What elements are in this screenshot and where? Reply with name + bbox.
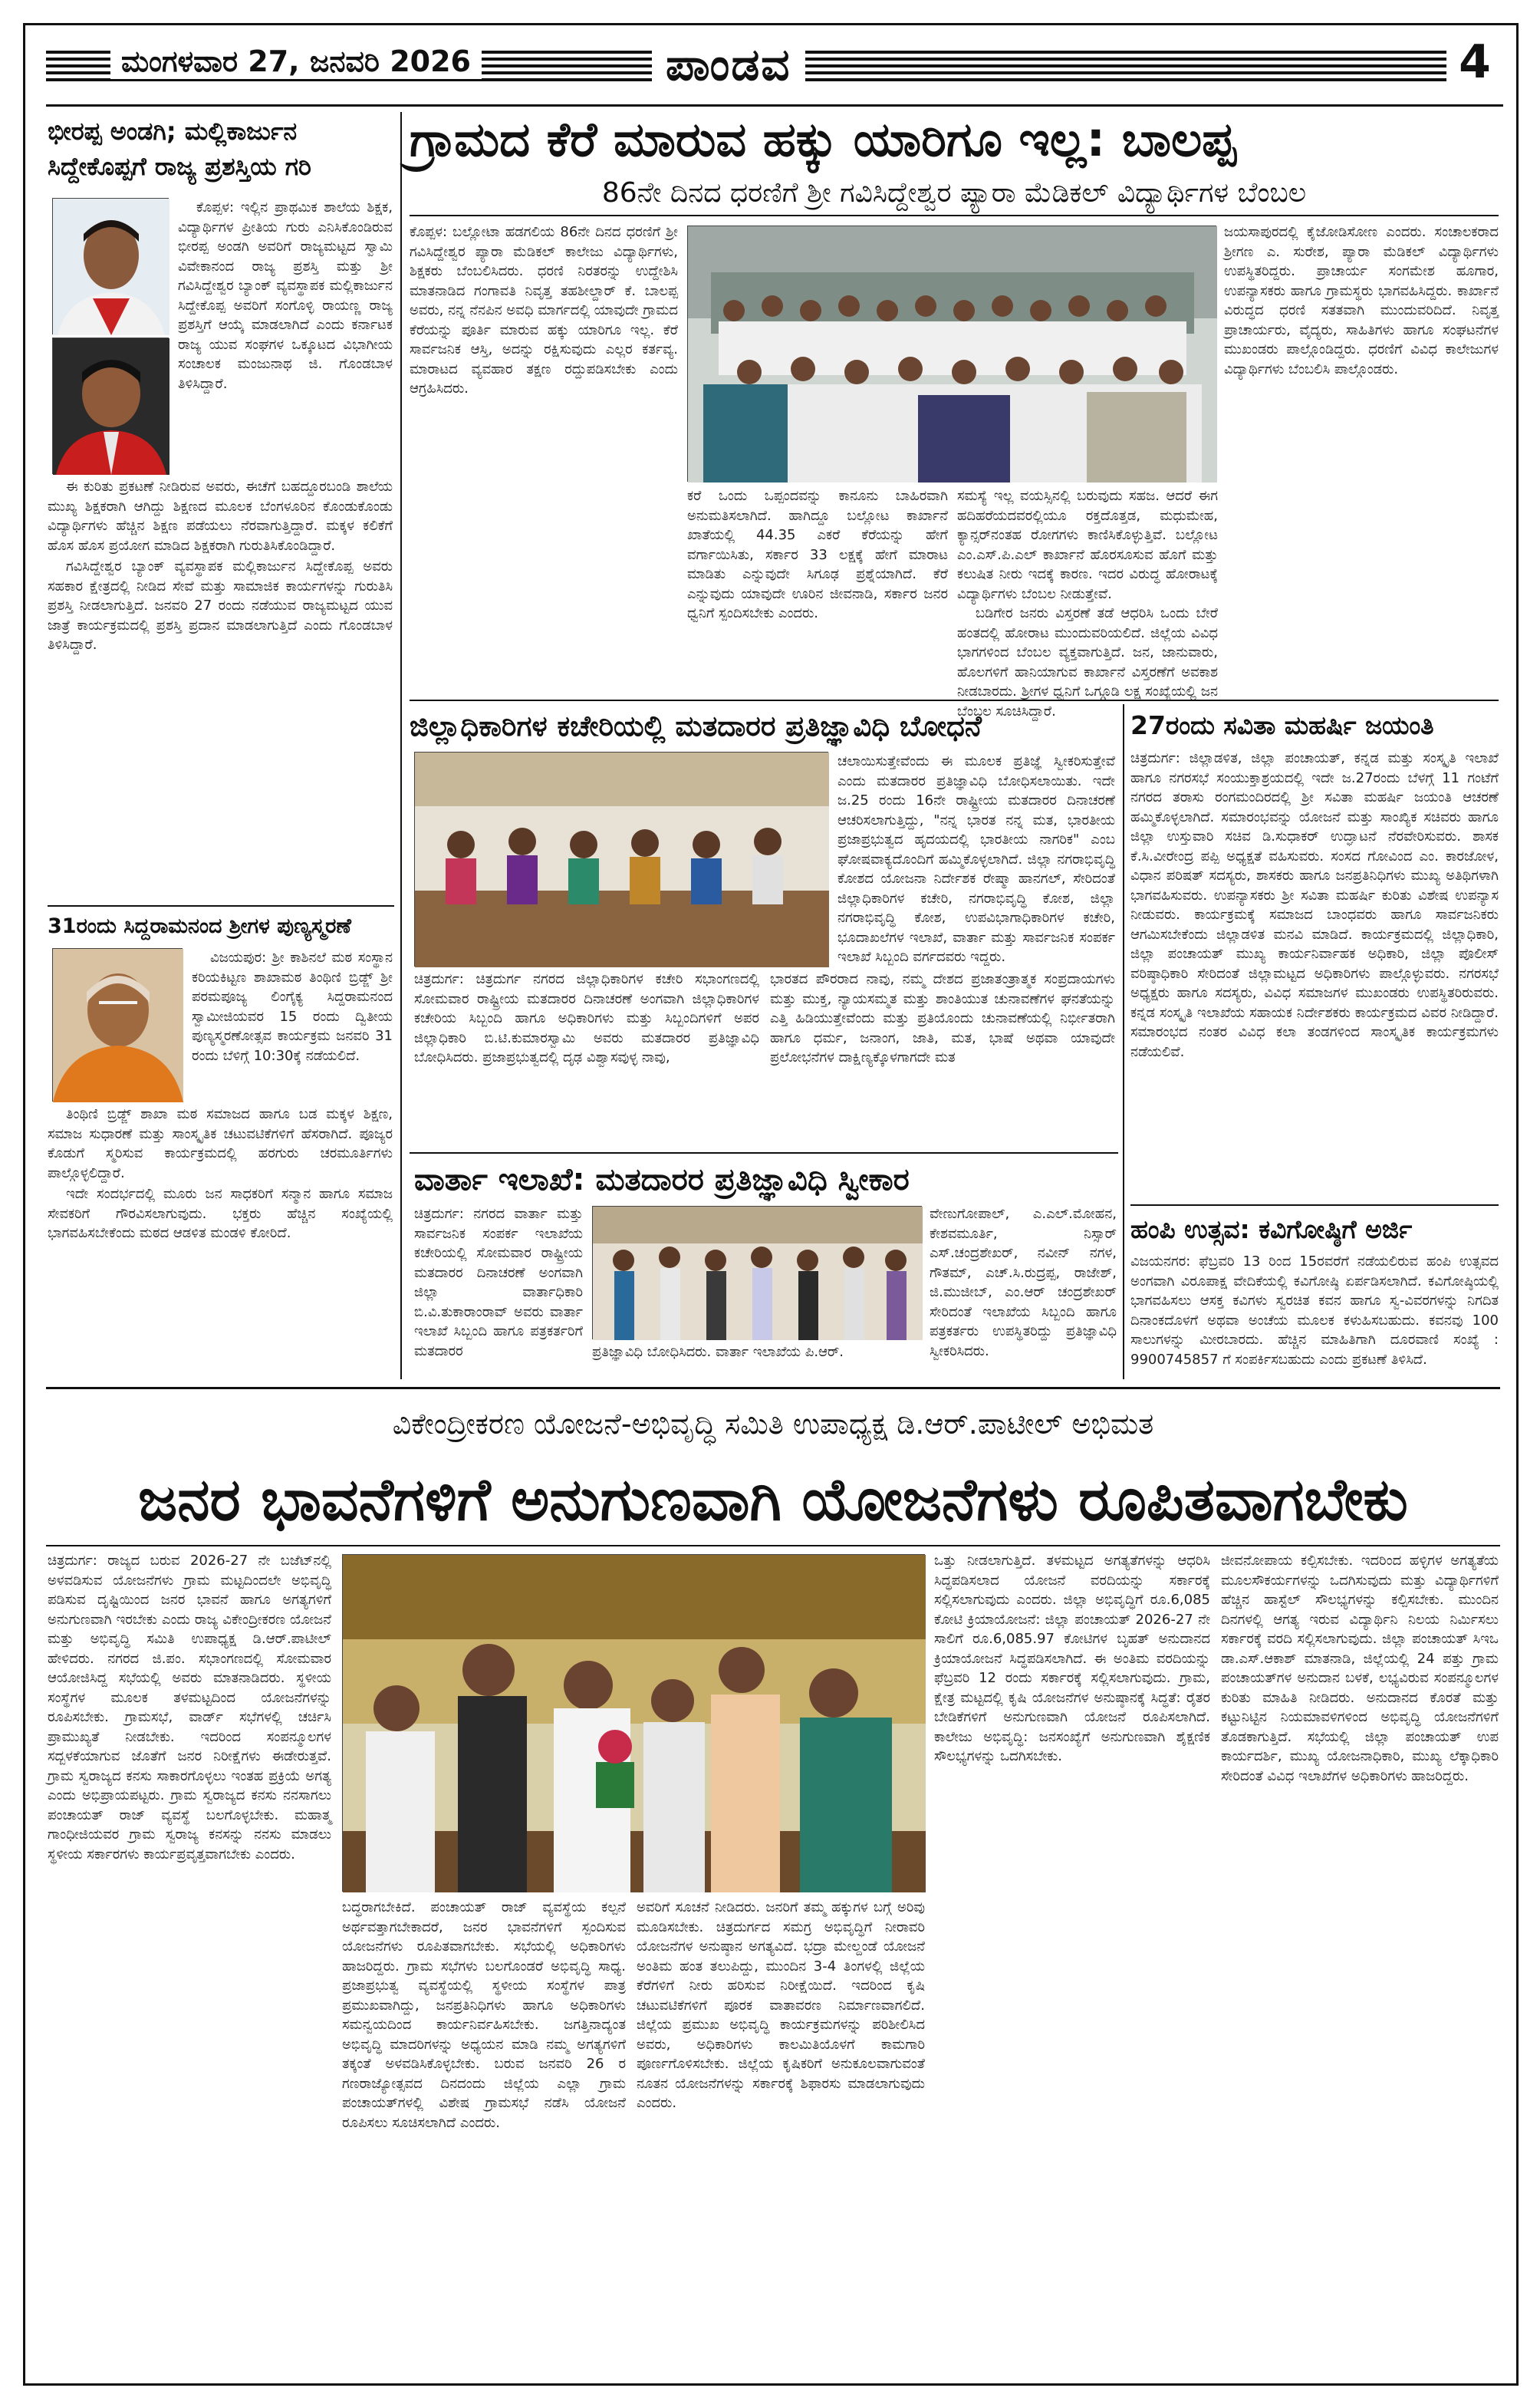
portrait-photo-1: [52, 198, 169, 334]
info-story-mid: ಪ್ರತಿಜ್ಞಾವಿಧಿ ಬೋಧಿಸಿದರು. ವಾರ್ತಾ ಇಲಾಖೆಯ ಪಿ.ಆರ್.: [592, 1344, 844, 1360]
lead-col1: ಚಿತ್ರದುರ್ಗ: ರಾಜ್ಯದ ಬರುವ 2026-27 ನೇ ಬಜೆಟ್‌ನಲ್ಲಿ ಅಳವಡಿಸುವ ಯೋಜನೆಗಳು ಗ್ರಾಮ ಮಟ್ಟದಿಂದಲೇ ಅಭಿವೃದ್ಧಿ ಪಡಿಸುವ ದೃಷ್ಟಿಯಿಂದ ಜನರ ಭಾವನೆ ಹಾಗೂ ಅಗತ್ಯಗಳಿಗೆ ಅನುಗುಣವಾಗಿ ಇರಬೇಕು ಎಂದು ರಾಜ್ಯ ವಿಕೇಂದ್ರೀಕರಣ ಯೋಜನೆ ಮತ್ತು ಅಭಿವೃದ್ಧಿ ಸಮಿತಿ ಉಪಾಧ್ಯಕ್ಷ ಡಿ.ಆರ್.ಪಾಟೀಲ್ ಹೇಳಿದರು. ನಗರದ ಜಿ.ಪಂ. ಸಭಾಂಗಣದಲ್ಲಿ ಸೋಮವಾರ ಆಯೋಜಿಸಿದ್ದ ಸಭೆಯಲ್ಲಿ ಅವರು ಮಾತನಾಡಿದರು. ಸ್ಥಳೀಯ ಸಂಸ್ಥೆಗಳ ಮೂಲಕ ತಳಮಟ್ಟದಿಂದ ಯೋಜನೆಗಳನ್ನು ರೂಪಿಸಬೇಕು. ಗ್ರಾಮಸಭೆ, ವಾರ್ಡ್ ಸಭೆಗಳಲ್ಲಿ ಚರ್ಚಿಸಿ ಪ್ರಾಮುಖ್ಯತೆ ನೀಡಬೇಕು. ಇದರಿಂದ ಸಂಪನ್ಮೂಲಗಳ ಸದ್ಬಳಕೆಯಾಗುವ ಜೊತೆಗೆ ಜನರ ನಿರೀಕ್ಷೆಗಳು ಈಡೇರುತ್ತವೆ. ಗ್ರಾಮ ಸ್ವರಾಜ್ಯದ ಕನಸು ಸಾಕಾರಗೊಳ್ಳಲು ಇಂತಹ ಪ್ರಕ್ರಿಯೆ ಅಗತ್ಯ ಎಂದು ಅಭಿಪ್ರಾಯಪಟ್ಟರು. ಗ್ರಾಮ ಸ್ವರಾಜ್ಯದ ಕನಸು ನನಸಾಗಲು ಪಂಚಾಯತ್ ರಾಜ್ ವ್ಯವಸ್ಥೆ ಬಲಗೊಳ್ಳಬೇಕು. ಮಹಾತ್ಮ ಗಾಂಧೀಜಿಯವರ ಗ್ರಾಮ ಸ್ವರಾಜ್ಯ ಕನಸನ್ನು ನನಸು ಮಾಡಲು ಸ್ಥಳೀಯ ಸರ್ಕಾರಗಳು ಕಾರ್ಯಪ್ರವೃತ್ತವಾಗಬೇಕು ಎಂದರು.: [48, 1553, 331, 1863]
section-rule-2: [410, 1152, 1118, 1154]
dc-story-right: ಚಲಾಯಿಸುತ್ತೇವೆಂದು ಈ ಮೂಲಕ ಪ್ರತಿಜ್ಞೆ ಸ್ವೀಕರಿಸುತ್ತೇವೆ ಎಂದು ಮತದಾರರ ಪ್ರತಿಜ್ಞಾವಿಧಿ ಬೋಧಿಸಲಾಯಿತು. ಇದೇ ಜ.25 ರಂದು 16ನೇ ರಾಷ್ಟ್ರೀಯ ಮತದಾರರ ದಿನಾಚರಣೆ ಆಚರಿಸಲಾಗುತ್ತಿದ್ದು, "ನನ್ನ ಭಾರತ ನನ್ನ ಮತ, ಭಾರತೀಯ ಪ್ರಜಾಪ್ರಭುತ್ವದ ಹೃದಯದಲ್ಲಿ ಭಾರತೀಯ ನಾಗರಿಕ" ಎಂಬ ಘೋಷವಾಕ್ಯದೊಂದಿಗೆ ಹಮ್ಮಿಕೊಳ್ಳಲಾಗಿದೆ. ಜಿಲ್ಲಾ ನಗರಾಭಿವೃದ್ಧಿ ಕೋಶದ ಯೋಜನಾ ನಿರ್ದೇಶಕ ರೇಷ್ಮಾ ಹಾನಗಲ್, ಸೇರಿದಂತೆ ಜಿಲ್ಲಾಧಿಕಾರಿಗಳ ಕಚೇರಿ, ನಗರಾಭಿವೃದ್ಧಿ ಕೋಶ, ಜಿಲ್ಲಾ ನಗರಾಭಿವೃದ್ಧಿ ಕೋಶ, ಉಪವಿಭಾಗಾಧಿಕಾರಿಗಳ ಕಚೇರಿ, ಭೂದಾಖಲೆಗಳ ಇಲಾಖೆ, ವಾರ್ತಾ ಮತ್ತು ಸಾರ್ವಜನಿಕ ಸಂಪರ್ಕ ಇಲಾಖೆ ಸಿಬ್ಬಂದಿ ವರ್ಗದವರು ಇದ್ದರು.: [837, 753, 1115, 965]
masthead-title: ಪಾಂಡವ: [652, 38, 805, 91]
meeting-stage-photo: [342, 1554, 925, 1892]
section-rule-3: [1130, 1204, 1499, 1206]
savitha-body: ಚಿತ್ರದುರ್ಗ: ಜಿಲ್ಲಾಡಳಿತ, ಜಿಲ್ಲಾ ಪಂಚಾಯತ್, ಕನ್ನಡ ಮತ್ತು ಸಂಸ್ಕೃತಿ ಇಲಾಖೆ ಹಾಗೂ ನಗರಸಭೆ ಸಂಯುಕ್ತಾಶ್ರಯದಲ್ಲಿ ಇದೇ ಜ.27ರಂದು ಬೆಳಗ್ಗೆ 11 ಗಂಟೆಗೆ ನಗರದ ತರಾಸು ರಂಗಮಂದಿರದಲ್ಲಿ ಶ್ರೀ ಸವಿತಾ ಮಹರ್ಷಿ ಜಯಂತಿ ಆಚರಣೆ ಹಮ್ಮಿಕೊಳ್ಳಲಾಗಿದೆ. ಸಮಾರಂಭವನ್ನು ಯೋಜನೆ ಮತ್ತು ಸಾಂಖ್ಯಿಕ ಸಚಿವರು ಹಾಗೂ ಜಿಲ್ಲಾ ಉಸ್ತುವಾರಿ ಸಚಿವ ಡಿ.ಸುಧಾಕರ್ ಉದ್ಘಾಟನೆ ನೆರವೇರಿಸುವರು. ಶಾಸಕ ಕೆ.ಸಿ.ವೀರೇಂದ್ರ ಪಪ್ಪಿ ಅಧ್ಯಕ್ಷತೆ ವಹಿಸುವರು. ಸಂಸದ ಗೋವಿಂದ ಎಂ. ಕಾರಜೋಳ, ವಿಧಾನ ಪರಿಷತ್ ಸದಸ್ಯರು, ಶಾಸಕರು ಹಾಗೂ ಜನಪ್ರತಿನಿಧಿಗಳು ಮುಖ್ಯ ಅತಿಥಿಗಳಾಗಿ ಭಾಗವಹಿಸುವರು. ಉಪನ್ಯಾಸಕರು ಶ್ರೀ ಸವಿತಾ ಮಹರ್ಷಿ ಕುರಿತು ವಿಶೇಷ ಉಪನ್ಯಾಸ ನೀಡುವರು. ಕಾರ್ಯಕ್ರಮಕ್ಕೆ ಸಮಾಜದ ಬಾಂಧವರು ಹಾಗೂ ಸಾರ್ವಜನಿಕರು ಆಗಮಿಸಬೇಕೆಂದು ಜಿಲ್ಲಾಡಳಿತ ಮನವಿ ಮಾಡಿದೆ. ಕಾರ್ಯಕ್ರಮದಲ್ಲಿ ಜಿಲ್ಲಾಧಿಕಾರಿ, ಜಿಲ್ಲಾ ಪಂಚಾಯತ್ ಮುಖ್ಯ ಕಾರ್ಯನಿರ್ವಾಹಕ ಅಧಿಕಾರಿ, ಜಿಲ್ಲಾ ಪೊಲೀಸ್ ವರಿಷ್ಠಾಧಿಕಾರಿ ಸೇರಿದಂತೆ ಜಿಲ್ಲಾಮಟ್ಟದ ಅಧಿಕಾರಿಗಳು ಪಾಲ್ಗೊಳ್ಳುವರು. ನಗರಸಭೆ ಅಧ್ಯಕ್ಷರು ಹಾಗೂ ಸದಸ್ಯರು, ವಿವಿಧ ಸಮಾಜಗಳ ಮುಖಂಡರು ಉಪಸ್ಥಿತರಿರುವರು. ಕನ್ನಡ ಸಂಸ್ಕೃತಿ ಇಲಾಖೆಯ ಸಹಾಯಕ ನಿರ್ದೇಶಕರು ಕಾರ್ಯಕ್ರಮದ ವಿವರ ನೀಡಿದ್ದಾರೆ. ಸಮಾರಂಭದ ನಂತರ ವಿವಿಧ ಕಲಾ ತಂಡಗಳಿಂದ ಸಾಂಸ್ಕೃತಿಕ ಕಾರ್ಯಕ್ರಮಗಳು ನಡೆಯಲಿವೆ.: [1130, 750, 1499, 1060]
award-para-3: ಗವಿಸಿದ್ದೇಶ್ವರ ಬ್ಯಾಂಕ್ ವ್ಯವಸ್ಥಾಪಕ ಮಲ್ಲಿಕಾರ್ಜುನ ಸಿದ್ದೇಕೊಪ್ಪ ಅವರು ಸಹಕಾರ ಕ್ಷೇತ್ರದಲ್ಲಿ ನೀಡಿದ ಸೇವೆ ಮತ್ತು ಸಾಮಾಜಿಕ ಕಾರ್ಯಗಳನ್ನು ಗುರುತಿಸಿ ಪ್ರಶಸ್ತಿ ನೀಡಲಾಗುತ್ತಿದೆ. ಜನವರಿ 27 ರಂದು ನಡೆಯುವ ರಾಜ್ಯಮಟ್ಟದ ಯುವ ಜಾತ್ರೆ ಕಾರ್ಯಕ್ರಮದಲ್ಲಿ ಪ್ರಶಸ್ತಿ ಪ್ರದಾನ ಮಾಡಲಾಗುತ್ತಿದೆ ಎಂದು ಗೊಂಡಬಾಳ ತಿಳಿಸಿದ್ದಾರೆ.: [48, 558, 393, 653]
top-story-subhead: 86ನೇ ದಿನದ ಧರಣಿಗೆ ಶ್ರೀ ಗವಿಸಿದ್ದೇಶ್ವರ ಪ್ಯಾರಾ ಮೆಡಿಕಲ್ ವಿದ್ಯಾರ್ಥಿಗಳ ಬೆಂಬಲ: [601, 177, 1307, 209]
lead-headline: ಜನರ ಭಾವನೆಗಳಿಗೆ ಅನುಗುಣವಾಗಿ ಯೋಜನೆಗಳು ರೂಪಿತವಾಗಬೇಕು: [138, 1465, 1408, 1533]
top-story-col3: ಸಮಸ್ಯೆ ಇಲ್ಲ ವಯಸ್ಸಿನಲ್ಲಿ ಬರುವುದು ಸಹಜ. ಆದರೆ ಈಗ ಹದಿಹರೆಯದವರಲ್ಲಿಯೂ ರಕ್ತದೊತ್ತಡ, ಮಧುಮೇಹ, ಕ್ಯಾನ್ಸರ್‌ನಂತಹ ರೋಗಗಳು ಕಾಣಿಸಿಕೊಳ್ಳುತ್ತಿವೆ. ಬಲ್ಲೋಟ ಎಂ.ಎಸ್.ಪಿ.ಎಲ್ ಕಾರ್ಖಾನೆ ಹೊರಸೂಸುವ ಹೊಗೆ ಮತ್ತು ಕಲುಷಿತ ನೀರು ಇದಕ್ಕೆ ಕಾರಣ. ಇದರ ವಿರುದ್ಧ ಹೋರಾಟಕ್ಕೆ ವಿದ್ಯಾರ್ಥಿಗಳು ಬೆಂಬಲ ನೀಡುತ್ತೇವೆ. ಬಡಿಗೇರ ಜನರು ವಿಸ್ತರಣೆ ತಡೆ ಆಧರಿಸಿ ಒಂದು ಬೇರೆ ಹಂತದಲ್ಲಿ ಹೋರಾಟ ಮುಂದುವರಿಯಲಿದೆ. ಜಿಲ್ಲೆಯ ವಿವಿಧ ಭಾಗಗಳಿಂದ ಬೆಂಬಲ ವ್ಯಕ್ತವಾಗುತ್ತಿದೆ. ಜನ, ಜಾನುವಾರು, ಹೊಲಗಳಿಗೆ ಹಾನಿಯಾಗುವ ಕಾರ್ಖಾನೆ ವಿಸ್ತರಣೆಗೆ ಅವಕಾಶ ನೀಡಬಾರದು. ಶ್ರೀಗಳ ಧ್ವನಿಗೆ ಒಗ್ಗೂಡಿ ಲಕ್ಷ ಸಂಖ್ಯೆಯಲ್ಲಿ ಜನ ಬೆಂಬಲ ಸೂಚಿಸಿದ್ದಾರೆ.: [957, 486, 1218, 640]
hampi-headline: ಹಂಪಿ ಉತ್ಸವ: ಕವಿಗೋಷ್ಠಿಗೆ ಅರ್ಜಿ: [1130, 1214, 1413, 1244]
masthead-rule: [46, 104, 1503, 107]
column-rule-right: [1123, 704, 1124, 1379]
obit-headline: 31ರಂದು ಸಿದ್ದರಾಮನಂದ ಶ್ರೀಗಳ ಪುಣ್ಯಸ್ಮರಣೆ: [48, 914, 352, 938]
section-rule-1: [410, 700, 1499, 701]
dc-story-headline: ಜಿಲ್ಲಾಧಿಕಾರಿಗಳ ಕಚೇರಿಯಲ್ಲಿ ಮತದಾರರ ಪ್ರತಿಜ್ಞಾವಿಧಿ ಬೋಧನೆ: [410, 710, 982, 743]
lead-col5: ಜೀವನೋಪಾಯ ಕಲ್ಪಿಸಬೇಕು. ಇದರಿಂದ ಹಳ್ಳಿಗಳ ಅಗತ್ಯತೆಯ ಮೂಲಸೌಕರ್ಯಗಳನ್ನು ಒದಗಿಸುವುದು ಮತ್ತು ವಿದ್ಯಾರ್ಥಿಗಳಿಗೆ ಹೆಚ್ಚಿನ ಹಾಸ್ಟೆಲ್ ಸೌಲಭ್ಯಗಳನ್ನು ಕಲ್ಪಿಸಬೇಕು. ಮುಂದಿನ ದಿನಗಳಲ್ಲಿ ಆಗತ್ಯ ಇರುವ ವಿದ್ಯಾರ್ಥಿನಿ ನಿಲಯ ನಿರ್ಮಿಸಲು ಸರ್ಕಾರಕ್ಕೆ ವರದಿ ಸಲ್ಲಿಸಲಾಗುವುದು. ಜಿಲ್ಲಾ ಪಂಚಾಯತ್ ಸಿಇಒ ಡಾ.ಎಸ್.ಆಕಾಶ್ ಮಾತನಾಡಿ, ಜಿಲ್ಲೆಯಲ್ಲಿ 24 ಪತ್ತು ಗ್ರಾಮ ಪಂಚಾಯತ್‌ಗಳ ಅನುದಾನ ಬಳಕೆ, ಲಭ್ಯವಿರುವ ಸಂಪನ್ಮೂಲಗಳ ಕುರಿತು ಮಾಹಿತಿ ನೀಡಿದರು. ಅನುದಾನದ ಕೊರತೆ ಮತ್ತು ಕಟ್ಟುನಿಟ್ಟಿನ ನಿಯಮಾವಳಿಗಳಿಂದ ಅಭಿವೃದ್ಧಿ ಯೋಜನೆಗಳಿಗೆ ತೊಡಕಾಗುತ್ತಿದೆ. ಸಭೆಯಲ್ಲಿ ಜಿಲ್ಲಾ ಪಂಚಾಯತ್ ಉಪ ಕಾರ್ಯದರ್ಶಿ, ಮುಖ್ಯ ಯೋಜನಾಧಿಕಾರಿ, ಮುಖ್ಯ ಲೆಕ್ಕಾಧಿಕಾರಿ ಸೇರಿದಂತೆ ವಿವಿಧ ಇಲಾಖೆಗಳ ಅಧಿಕಾರಿಗಳು ಹಾಜರಿದ್ದರು.: [1221, 1553, 1499, 1784]
top-story-col5: ಜಯಸಾಪುರದಲ್ಲಿ ಕೈಜೋಡಿಸೋಣ ಎಂದರು. ಸಂಚಾಲಕರಾದ ಶ್ರೀಗಣ ಎ. ಸುರೇಶ, ಪ್ಯಾರಾ ಮೆಡಿಕಲ್ ವಿದ್ಯಾರ್ಥಿಗಳು ಉಪಸ್ಥಿತರಿದ್ದರು. ಪ್ರಾಚಾರ್ಯ ಸಂಗಮೇಶ ಹೂಗಾರ, ಉಪನ್ಯಾಸಕರು ಹಾಗೂ ಗ್ರಾಮಸ್ಥರು ಭಾಗವಹಿಸಿದ್ದರು. ಕಾರ್ಖಾನೆ ವಿರುದ್ಧದ ಧರಣಿ ಸತತವಾಗಿ ಮುಂದುವರಿದಿದೆ. ನಿವೃತ್ತ ಪ್ರಾಚಾರ್ಯರು, ವೈದ್ಯರು, ಸಾಹಿತಿಗಳು ಹಾಗೂ ಸಂಘಟನೆಗಳ ಮುಖಂಡರು ಪಾಲ್ಗೊಂಡಿದ್ದರು. ಧರಣಿಗೆ ವಿವಿಧ ಕಾಲೇಜುಗಳ ವಿದ್ಯಾರ್ಥಿಗಳು ಬೆಂಬಲಿಸಿ ಪಾಲ್ಗೊಂಡರು.: [1224, 224, 1499, 377]
obit-para-2: ತಿಂಥಿಣಿ ಬ್ರಿಡ್ಜ್ ಶಾಖಾ ಮಠ ಸಮಾಜದ ಹಾಗೂ ಬಡ ಮಕ್ಕಳ ಶಿಕ್ಷಣ, ಸಮಾಜ ಸುಧಾರಣೆ ಮತ್ತು ಸಾಂಸ್ಕೃತಿಕ ಚಟುವಟಿಕೆಗಳಿಗೆ ಹೆಸರಾಗಿದೆ. ಪೂಜ್ಯರ ಕೊಡುಗೆ ಸ್ಮರಿಸುವ ಕಾರ್ಯಕ್ರಮದಲ್ಲಿ ಹರಗುರು ಚರಮೂರ್ತಿಗಳು ಪಾಲ್ಗೊಳ್ಳಲಿದ್ದಾರೆ.: [48, 1106, 393, 1181]
oath-office-photo: [414, 752, 828, 967]
award-para-1: ಕೊಪ್ಪಳ: ಇಲ್ಲಿನ ಪ್ರಾಥಮಿಕ ಶಾಲೆಯ ಶಿಕ್ಷಕ, ವಿದ್ಯಾರ್ಥಿಗಳ ಪ್ರೀತಿಯ ಗುರು ಎನಿಸಿಕೊಂಡಿರುವ ಭೀರಪ್ಪ ಅಂಡಗಿ ಅವರಿಗೆ ರಾಜ್ಯಮಟ್ಟದ ಸ್ವಾಮಿ ವಿವೇಕಾನಂದ ರಾಜ್ಯ ಪ್ರಶಸ್ತಿ ಮತ್ತು ಶ್ರೀ ಗವಿಸಿದ್ದೇಶ್ವರ ಬ್ಯಾಂಕ್ ವ್ಯವಸ್ಥಾಪಕ ಮಲ್ಲಿಕಾರ್ಜುನ ಸಿದ್ದೇಕೊಪ್ಪ ಅವರಿಗೆ ಸಂಗೊಳ್ಳಿ ರಾಯಣ್ಣ ರಾಜ್ಯ ಪ್ರಶಸ್ತಿಗೆ ಆಯ್ಕೆ ಮಾಡಲಾಗಿದೆ ಎಂದು ಕರ್ನಾಟಕ ರಾಜ್ಯ ಯುವ ಸಂಘಗಳ ಒಕ್ಕೂಟದ ವಿಭಾಗೀಯ ಸಂಚಾಲಕ ಮಂಜುನಾಥ ಜಿ. ಗೊಂಡಬಾಳ ತಿಳಿಸಿದ್ದಾರೆ.: [178, 199, 393, 392]
page-number: 4: [1446, 35, 1503, 92]
info-story-right: ವೇಣುಗೋಪಾಲ್, ಎ.ಎಲ್.ಮೋಹನ, ಕೇಶವಮೂರ್ತಿ, ನಿಸ್ಸಾರ್ ಎಸ್.ಚಂದ್ರಶೇಖರ್, ನವೀನ್ ನಗಳ, ಗೌತಮ್, ಎಚ್.ಸಿ.ರುದ್ರಪ್ಪ, ರಾಜೇಶ್, ಜಿ.ಮುಜೀಬ್, ಎಂ.ಆರ್ ಚಂದ್ರಶೇಖರ್ ಸೇರಿದಂತೆ ಇಲಾಖೆಯ ಸಿಬ್ಬಂದಿ ಹಾಗೂ ಪತ್ರಕರ್ತರು ಉಪಸ್ಥಿತರಿದ್ದು ಪ್ರತಿಜ್ಞಾವಿಧಿ ಸ್ವೀಕರಿಸಿದರು.: [930, 1206, 1117, 1359]
portrait-photo-2: [52, 338, 169, 474]
top-story-headline: ಗ್ರಾಮದ ಕೆರೆ ಮಾರುವ ಹಕ್ಕು ಯಾರಿಗೂ ಇಲ್ಲ: ಬಾಲಪ್ಪ: [410, 111, 1236, 167]
top-story-col2: ಕರೆ ಒಂದು ಒಪ್ಪಂದವನ್ನು ಕಾನೂನು ಬಾಹಿರವಾಗಿ ಅನುಮತಿಸಲಾಗಿದೆ. ಹಾಗಿದ್ದೂ ಬಲ್ಲೋಟ ಕಾರ್ಖಾನೆ ಖಾತೆಯಲ್ಲಿ 44.35 ಎಕರೆ ಕೆರೆಯನ್ನು ಹೇಗೆ ವರ್ಗಾಯಿಸಿತು, ಸರ್ಕಾರ 33 ಲಕ್ಷಕ್ಕೆ ಹೇಗೆ ಮಾರಾಟ ಮಾಡಿತು ಎನ್ನುವುದೇ ಸಿಗೂಢ ಪ್ರಶ್ನೆಯಾಗಿದೆ. ಕೆರೆ ಎನ್ನುವುದು ಯಾವುದೇ ಊರಿನ ಜೀವನಾಡಿ, ಸರ್ಕಾರ ಜನರ ಧ್ವನಿಗೆ ಸ್ಪಂದಿಸಬೇಕು ಎಂದರು.: [687, 488, 948, 621]
lead-col2: ಬದ್ಧರಾಗಬೇಕಿದೆ. ಪಂಚಾಯತ್ ರಾಜ್ ವ್ಯವಸ್ಥೆಯ ಕಲ್ಪನೆ ಅರ್ಥವತ್ತಾಗಬೇಕಾದರೆ, ಜನರ ಭಾವನೆಗಳಿಗೆ ಸ್ಪಂದಿಸುವ ಯೋಜನೆಗಳು ರೂಪಿತವಾಗಬೇಕು. ಸಭೆಯಲ್ಲಿ ಅಧಿಕಾರಿಗಳು ಹಾಜರಿದ್ದರು. ಗ್ರಾಮ ಸಭೆಗಳು ಬಲಗೊಂಡರೆ ಅಭಿವೃದ್ಧಿ ಸಾಧ್ಯ. ಪ್ರಜಾಪ್ರಭುತ್ವ ವ್ಯವಸ್ಥೆಯಲ್ಲಿ ಸ್ಥಳೀಯ ಸಂಸ್ಥೆಗಳ ಪಾತ್ರ ಪ್ರಮುಖವಾಗಿದ್ದು, ಜನಪ್ರತಿನಿಧಿಗಳು ಹಾಗೂ ಅಧಿಕಾರಿಗಳು ಸಮನ್ವಯದಿಂದ ಕಾರ್ಯನಿರ್ವಹಿಸಬೇಕು. ಜಗತ್ತಿನಾದ್ಯಂತ ಅಭಿವೃದ್ಧಿ ಮಾದರಿಗಳನ್ನು ಅಧ್ಯಯನ ಮಾಡಿ ನಮ್ಮ ಅಗತ್ಯಗಳಿಗೆ ತಕ್ಕಂತೆ ಅಳವಡಿಸಿಕೊಳ್ಳಬೇಕು. ಬರುವ ಜನವರಿ 26 ರ ಗಣರಾಜ್ಯೋತ್ಸವದ ದಿನದಂದು ಜಿಲ್ಲೆಯ ಎಲ್ಲಾ ಗ್ರಾಮ ಪಂಚಾಯತ್‌ಗಳಲ್ಲಿ ವಿಶೇಷ ಗ್ರಾಮಸಭೆ ನಡೆಸಿ ಯೋಜನೆ ರೂಪಿಸಲು ಸೂಚಿಸಲಾಗಿದೆ ಎಂದರು.: [342, 1899, 626, 2131]
obit-body: [48, 1105, 393, 1375]
award-headline-line2: ಸಿದ್ದೇಕೊಪ್ಪಗೆ ರಾಜ್ಯ ಪ್ರಶಸ್ತಿಯ ಗರಿ: [48, 152, 311, 181]
award-headline-line1: ಭೀರಪ್ಪ ಅಂಡಗಿ; ಮಲ್ಲಿಕಾರ್ಜುನ: [48, 117, 298, 146]
award-headline: [48, 114, 393, 184]
savitha-headline: 27ರಂದು ಸವಿತಾ ಮಹರ್ಷಿ ಜಯಂತಿ: [1130, 710, 1434, 740]
top-story-col4-text: ಬಡಿಗೇರ ಜನರು ವಿಸ್ತರಣೆ ತಡೆ ಆಧರಿಸಿ ಒಂದು ಬೇರೆ ಹಂತದಲ್ಲಿ ಹೋರಾಟ ಮುಂದುವರಿಯಲಿದೆ. ಜಿಲ್ಲೆಯ ವಿವಿಧ ಭಾಗಗಳಿಂದ ಬೆಂಬಲ ವ್ಯಕ್ತವಾಗುತ್ತಿದೆ. ಜನ, ಜಾನುವಾರು, ಹೊಲಗಳಿಗೆ ಹಾನಿಯಾಗುವ ಕಾರ್ಖಾನೆ ವಿಸ್ತರಣೆಗೆ ಅವಕಾಶ ನೀಡಬಾರದು. ಶ್ರೀಗಳ ಧ್ವನಿಗೆ ಒಗ್ಗೂಡಿ ಲಕ್ಷ ಸಂಖ್ಯೆಯಲ್ಲಿ ಜನ ಬೆಂಬಲ ಸೂಚಿಸಿದ್ದಾರೆ.: [957, 605, 1218, 720]
info-story-left: ಚಿತ್ರದುರ್ಗ: ನಗರದ ವಾರ್ತಾ ಮತ್ತು ಸಾರ್ವಜನಿಕ ಸಂಪರ್ಕ ಇಲಾಖೆಯ ಕಚೇರಿಯಲ್ಲಿ ಸೋಮವಾರ ರಾಷ್ಟ್ರೀಯ ಮತದಾರರ ದಿನಾಚರಣೆ ಅಂಗವಾಗಿ ಜಿಲ್ಲಾ ವಾರ್ತಾಧಿಕಾರಿ ಬಿ.ವಿ.ತುಕಾರಾಂರಾವ್ ಅವರು ವಾರ್ತಾ ಇಲಾಖೆ ಸಿಬ್ಬಂದಿ ಹಾಗೂ ಪತ್ರಕರ್ತರಿಗೆ ಮತದಾರರ: [414, 1206, 583, 1359]
swamiji-photo: [52, 948, 183, 1102]
info-oath-photo: [592, 1206, 922, 1339]
obit-body-side: [192, 948, 393, 1102]
fold-rule: [46, 1387, 1500, 1389]
lead-rule: [46, 1545, 1500, 1546]
top-story-rule: [410, 215, 1499, 216]
masthead: [46, 35, 1503, 100]
students-group-photo: [687, 226, 1216, 482]
obit-para-1: ವಿಜಯಪುರ: ಶ್ರೀ ಕಾಶಿನಲೆ ಮಠ ಸಂಸ್ಥಾನ ಕರಿಯಕಿಟ್ಟಣ ಶಾಖಾಮಠ ತಿಂಥಿಣಿ ಬ್ರಿಡ್ಜ್ ಶ್ರೀ ಪರಮಪೂಜ್ಯ ಲಿಂಗೈಕ್ಯ ಸಿದ್ದರಾಮನಂದ ಸ್ವಾಮೀಜಿಯವರ 15 ರಂದು ದ್ವಿತೀಯ ಪುಣ್ಯಸ್ಮರಣೋತ್ಸವ ಕಾರ್ಯಕ್ರಮ ಜನವರಿ 31 ರಂದು ಬೆಳಿಗ್ಗೆ 10:30ಕ್ಕೆ ನಡೆಯಲಿದೆ.: [192, 950, 393, 1064]
obit-para-3: ಇದೇ ಸಂದರ್ಭದಲ್ಲಿ ಮೂರು ಜನ ಸಾಧಕರಿಗೆ ಸನ್ಮಾನ ಹಾಗೂ ಸಮಾಜ ಸೇವಕರಿಗೆ ಗೌರವಿಸಲಾಗುವುದು. ಭಕ್ತರು ಹೆಚ್ಚಿನ ಸಂಖ್ಯೆಯಲ್ಲಿ ಭಾಗವಹಿಸಬೇಕೆಂದು ಮಠದ ಆಡಳಿತ ಮಂಡಳಿ ಕೋರಿದೆ.: [48, 1186, 393, 1241]
award-para-2: ಈ ಕುರಿತು ಪ್ರಕಟಣೆ ನೀಡಿರುವ ಅವರು, ಈಚೆಗೆ ಬಹದ್ದೂರಬಂಡಿ ಶಾಲೆಯ ಮುಖ್ಯ ಶಿಕ್ಷಕರಾಗಿ ಆಗಿದ್ದು ಶಿಕ್ಷಣದ ಮೂಲಕ ಬೆಂಗಳೂರಿನ ಕೊಂಡುಕೊಂಡು ವಿದ್ಯಾರ್ಥಿಗಳು ಹೆಚ್ಚಿನ ಶಿಕ್ಷಣ ಪಡೆಯಲು ನೆರವಾಗುತ್ತಿದ್ದಾರೆ. ಮಕ್ಕಳ ಕಲಿಕೆಗೆ ಹೊಸ ಹೊಸ ಪ್ರಯೋಗ ಮಾಡಿದ ಶಿಕ್ಷಕರಾಗಿ ಗುರುತಿಸಿಕೊಂಡಿದ್ದಾರೆ.: [48, 479, 393, 554]
hampi-body: ವಿಜಯನಗರ: ಫೆಬ್ರವರಿ 13 ರಿಂದ 15ರವರೆಗೆ ನಡೆಯಲಿರುವ ಹಂಪಿ ಉತ್ಸವದ ಅಂಗವಾಗಿ ವಿರೂಪಾಕ್ಷ ವೇದಿಕೆಯಲ್ಲಿ ಕವಿಗೋಷ್ಠಿ ಏರ್ಪಡಿಸಲಾಗಿದೆ. ಕವಿಗೋಷ್ಠಿಯಲ್ಲಿ ಭಾಗವಹಿಸಲು ಆಸಕ್ತ ಕವಿಗಳು ಸ್ವರಚಿತ ಕವನ ಹಾಗೂ ಸ್ವ-ವಿವರಗಳನ್ನು ನಿಗದಿತ ದಿನಾಂಕದೊಳಗೆ ಅಥವಾ ಅಂಚೆಯ ಮೂಲಕ ಕಳುಹಿಸಬಹುದು. ಕವನವು 100 ಸಾಲುಗಳನ್ನು ಮೀರಬಾರದು. ಹೆಚ್ಚಿನ ಮಾಹಿತಿಗಾಗಿ ದೂರವಾಣಿ ಸಂಖ್ಯೆ : 9900745857 ಗೆ ಸಂಪರ್ಕಿಸಬಹುದು ಎಂದು ಪ್ರಕಟಣೆ ತಿಳಿಸಿದೆ.: [1130, 1253, 1499, 1368]
lead-col3: ಅವರಿಗೆ ಸೂಚನೆ ನೀಡಿದರು. ಜನರಿಗೆ ತಮ್ಮ ಹಕ್ಕುಗಳ ಬಗ್ಗೆ ಅರಿವು ಮೂಡಿಸಬೇಕು. ಚಿತ್ರದುರ್ಗದ ಸಮಗ್ರ ಅಭಿವೃದ್ಧಿಗೆ ನೀರಾವರಿ ಯೋಜನೆಗಳ ಅನುಷ್ಠಾನ ಅಗತ್ಯವಿದೆ. ಭದ್ರಾ ಮೇಲ್ದಂಡೆ ಯೋಜನೆ ಅಂತಿಮ ಹಂತ ತಲುಪಿದ್ದು, ಮುಂದಿನ 3-4 ತಿಂಗಳಲ್ಲಿ ಜಿಲ್ಲೆಯ ಕೆರೆಗಳಿಗೆ ನೀರು ಹರಿಸುವ ನಿರೀಕ್ಷೆಯಿದೆ. ಇದರಿಂದ ಕೃಷಿ ಚಟುವಟಿಕೆಗಳಿಗೆ ಪೂರಕ ವಾತಾವರಣ ನಿರ್ಮಾಣವಾಗಲಿದೆ. ಜಿಲ್ಲೆಯ ಪ್ರಮುಖ ಅಭಿವೃದ್ಧಿ ಕಾರ್ಯಕ್ರಮಗಳನ್ನು ಪರಿಶೀಲಿಸಿದ ಅವರು, ಅಧಿಕಾರಿಗಳು ಕಾಲಮಿತಿಯೊಳಗೆ ಕಾಮಗಾರಿ ಪೂರ್ಣಗೊಳಿಸಬೇಕು. ಜಿಲ್ಲೆಯ ಕೃಷಿಕರಿಗೆ ಅನುಕೂಲವಾಗುವಂತೆ ನೂತನ ಯೋಜನೆಗಳನ್ನು ಸರ್ಕಾರಕ್ಕೆ ಶಿಫಾರಸು ಮಾಡಲಾಗುವುದು ಎಂದರು.: [637, 1899, 925, 2111]
dc-story-bottom-left: ಚಿತ್ರದುರ್ಗ: ಚಿತ್ರದುರ್ಗ ನಗರದ ಜಿಲ್ಲಾಧಿಕಾರಿಗಳ ಕಚೇರಿ ಸಭಾಂಗಣದಲ್ಲಿ ಸೋಮವಾರ ರಾಷ್ಟ್ರೀಯ ಮತದಾರರ ದಿನಾಚರಣೆ ಅಂಗವಾಗಿ ಜಿಲ್ಲಾಧಿಕಾರಿಗಳ ಕಚೇರಿಯ ಸಿಬ್ಬಂದಿ ಹಾಗೂ ಅಧಿಕಾರಿಗಳು ಮತ್ತು ಸಿಬ್ಬಂದಿಗಳಿಗೆ ಅಪರ ಜಿಲ್ಲಾಧಿಕಾರಿ ಬಿ.ಟಿ.ಕುಮಾರಸ್ವಾಮಿ ಅವರು ಮತದಾರರ ಪ್ರತಿಜ್ಞಾವಿಧಿ ಬೋಧಿಸಿದರು. ಪ್ರಜಾಪ್ರಭುತ್ವದಲ್ಲಿ ದೃಢ ವಿಶ್ವಾಸವುಳ್ಳ ನಾವು,: [414, 971, 759, 1065]
lead-kicker: ವಿಕೇಂದ್ರೀಕರಣ ಯೋಜನೆ-ಅಭಿವೃದ್ಧಿ ಸಮಿತಿ ಉಪಾಧ್ಯಕ್ಷ ಡಿ.ಆರ್.ಪಾಟೀಲ್ ಅಭಿಮತ: [392, 1407, 1154, 1441]
award-body: [48, 477, 393, 891]
award-body-side: [178, 198, 393, 474]
top-story-col1: ಕೊಪ್ಪಳ: ಬಲ್ಲೋಟಾ ಹಡಗಲಿಯ 86ನೇ ದಿನದ ಧರಣಿಗೆ ಶ್ರೀ ಗವಿಸಿದ್ದೇಶ್ವರ ಪ್ಯಾರಾ ಮೆಡಿಕಲ್ ಕಾಲೇಜು ವಿದ್ಯಾರ್ಥಿಗಳು, ಶಿಕ್ಷಕರು ಬೆಂಬಲಿಸಿದರು. ಧರಣಿ ನಿರತರನ್ನು ಉದ್ದೇಶಿಸಿ ಮಾತನಾಡಿದ ಗಂಗಾವತಿ ನಿವೃತ್ತ ತಹಶೀಲ್ದಾರ್ ಕೆ. ಬಾಲಪ್ಪ ಅವರು, ನನ್ನ ನೆನಪಿನ ಅವಧಿ ಮಾರ್ಗದಲ್ಲಿ ಯಾವುದೇ ಗ್ರಾಮದ ಕೆರೆಯನ್ನು ಪೂರ್ತಿ ಮಾರುವ ಹಕ್ಕು ಯಾರಿಗೂ ಇಲ್ಲ. ಕೆರೆ ಸಾರ್ವಜನಿಕ ಆಸ್ತಿ, ಅದನ್ನು ರಕ್ಷಿಸುವುದು ಎಲ್ಲರ ಕರ್ತವ್ಯ. ಮಾರಾಟದ ವ್ಯವಹಾರ ತಕ್ಷಣ ರದ್ದುಪಡಿಸಬೇಕು ಎಂದು ಆಗ್ರಹಿಸಿದರು.: [410, 224, 678, 397]
masthead-date: ಮಂಗಳವಾರ 27, ಜನವರಿ 2026: [110, 44, 482, 79]
info-story-headline: ವಾರ್ತಾ ಇಲಾಖೆ: ಮತದಾರರ ಪ್ರತಿಜ್ಞಾವಿಧಿ ಸ್ವೀಕಾರ: [414, 1162, 910, 1197]
dc-story-bottom-right: ಭಾರತದ ಪೌರರಾದ ನಾವು, ನಮ್ಮ ದೇಶದ ಪ್ರಜಾತಂತ್ರಾತ್ಮಕ ಸಂಪ್ರದಾಯಗಳು ಮತ್ತು ಮುಕ್ತ, ನ್ಯಾಯಸಮ್ಮತ ಮತ್ತು ಶಾಂತಿಯುತ ಚುನಾವಣೆಗಳ ಘನತೆಯನ್ನು ಎತ್ತಿ ಹಿಡಿಯುತ್ತೇವೆಂದು ಮತ್ತು ಪ್ರತಿಯೊಂದು ಚುನಾವಣೆಯಲ್ಲಿ ನಿರ್ಭೀತರಾಗಿ ಹಾಗೂ ಧರ್ಮ, ಜನಾಂಗ, ಜಾತಿ, ಮತ, ಭಾಷೆ ಅಥವಾ ಯಾವುದೇ ಪ್ರಲೋಭನೆಗಳ ದಾಕ್ಷಿಣ್ಯಕ್ಕೊಳಗಾಗದೇ ಮತ: [770, 971, 1115, 1065]
left-divider: [48, 905, 394, 907]
column-rule-left: [400, 112, 402, 1379]
lead-col4: ಒತ್ತು ನೀಡಲಾಗುತ್ತಿದೆ. ತಳಮಟ್ಟದ ಅಗತ್ಯತೆಗಳನ್ನು ಆಧರಿಸಿ ಸಿದ್ಧಪಡಿಸಲಾದ ಯೋಜನೆ ವರದಿಯನ್ನು ಸರ್ಕಾರಕ್ಕೆ ಸಲ್ಲಿಸಲಾಗುವುದು ಎಂದರು. ಜಿಲ್ಲಾ ಅಭಿವೃದ್ಧಿಗೆ ರೂ.6,085 ಕೋಟಿ ಕ್ರಿಯಾಯೋಜನೆ: ಜಿಲ್ಲಾ ಪಂಚಾಯತ್ 2026-27 ನೇ ಸಾಲಿಗೆ ರೂ.6,085.97 ಕೋಟಿಗಳ ಬೃಹತ್ ಅನುದಾನದ ಕ್ರಿಯಾಯೋಜನೆ ಸಿದ್ಧಪಡಿಸಲಾಗಿದೆ. ಈ ಅಂತಿಮ ವರದಿಯನ್ನು ಫೆಬ್ರವರಿ 12 ರಂದು ಸರ್ಕಾರಕ್ಕೆ ಸಲ್ಲಿಸಲಾಗುವುದು. ಗ್ರಾಮ, ಕ್ಷೇತ್ರ ಮಟ್ಟದಲ್ಲಿ ಕೃಷಿ ಯೋಜನೆಗಳ ಅನುಷ್ಠಾನಕ್ಕೆ ಸಿದ್ಧತೆ: ರೈತರ ಬೇಡಿಕೆಗಳಿಗೆ ಅನುಗುಣವಾಗಿ ಯೋಜನೆ ರೂಪಿಸಲಾಗಿದೆ. ಕಾಲೇಜು ಅಭಿವೃದ್ಧಿ: ಜನಸಂಖ್ಯೆಗೆ ಅನುಗುಣವಾಗಿ ಶೈಕ್ಷಣಿಕ ಸೌಲಭ್ಯಗಳನ್ನು ಒದಗಿಸಬೇಕು.: [934, 1553, 1210, 1764]
